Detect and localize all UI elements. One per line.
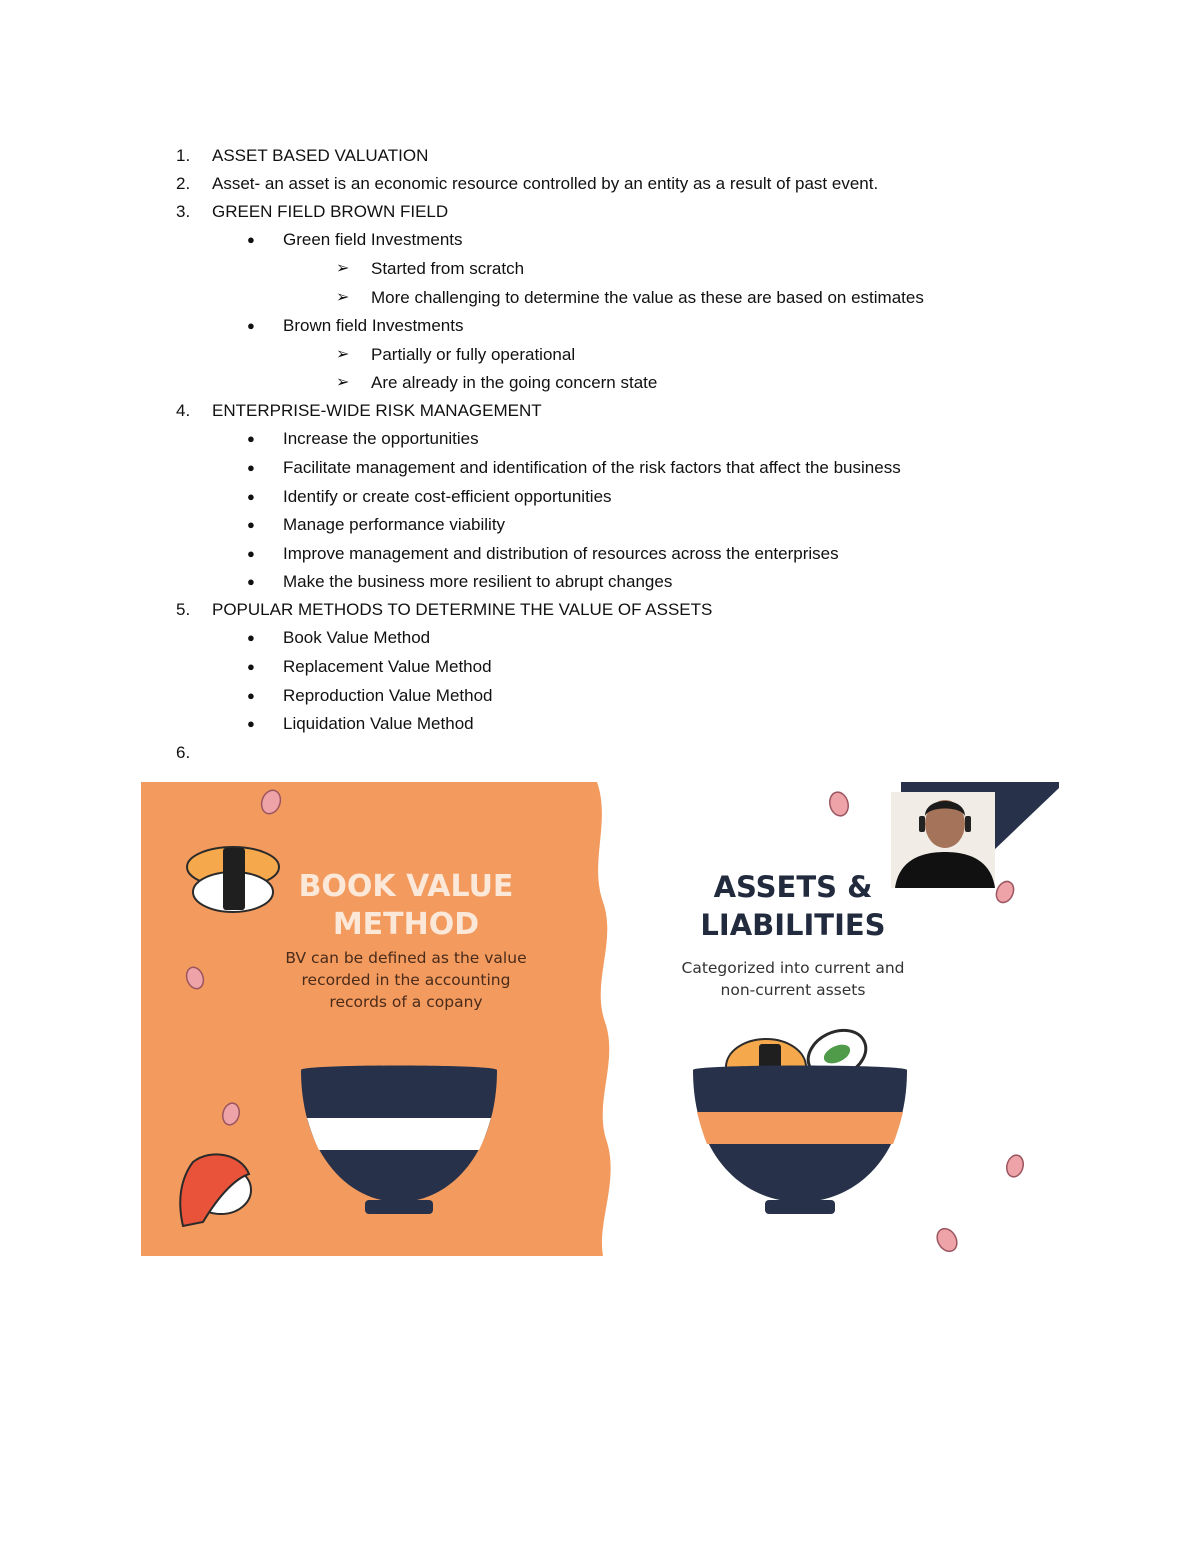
bullet-icon: ● [247, 431, 255, 446]
slide-right-title: ASSETS & LIABILITIES [700, 870, 886, 942]
bowl-icon [693, 1066, 907, 1215]
arrow-bullet-icon: ➢ [336, 346, 350, 363]
bullet-icon: ● [247, 546, 255, 561]
slide-left-title: BOOK VALUE METHOD [298, 869, 514, 942]
bullet-icon: ● [247, 517, 255, 532]
bullet-icon: ● [247, 232, 255, 247]
bullet-icon: ● [247, 574, 255, 589]
slide-right-description: Categorized into current and non-current assets [681, 959, 905, 999]
sushi-icon [187, 847, 279, 912]
arrow-bullet-icon: ➢ [336, 289, 350, 306]
slide-left-description: BV can be defined as the value recorded in the accounting records of a copany [285, 949, 527, 1011]
bullet-icon: ● [247, 489, 255, 504]
bullet-icon: ● [247, 630, 255, 645]
slide-illustration [141, 782, 1059, 1256]
bullet-icon: ● [247, 659, 255, 674]
bullet-icon: ● [247, 688, 255, 703]
bullet-icon: ● [247, 318, 255, 333]
arrow-bullet-icon: ➢ [336, 260, 350, 277]
arrow-bullet-icon: ➢ [336, 374, 350, 391]
slide-image [141, 782, 1059, 1256]
bullet-icon: ● [247, 460, 255, 475]
bullet-icon: ● [247, 716, 255, 731]
